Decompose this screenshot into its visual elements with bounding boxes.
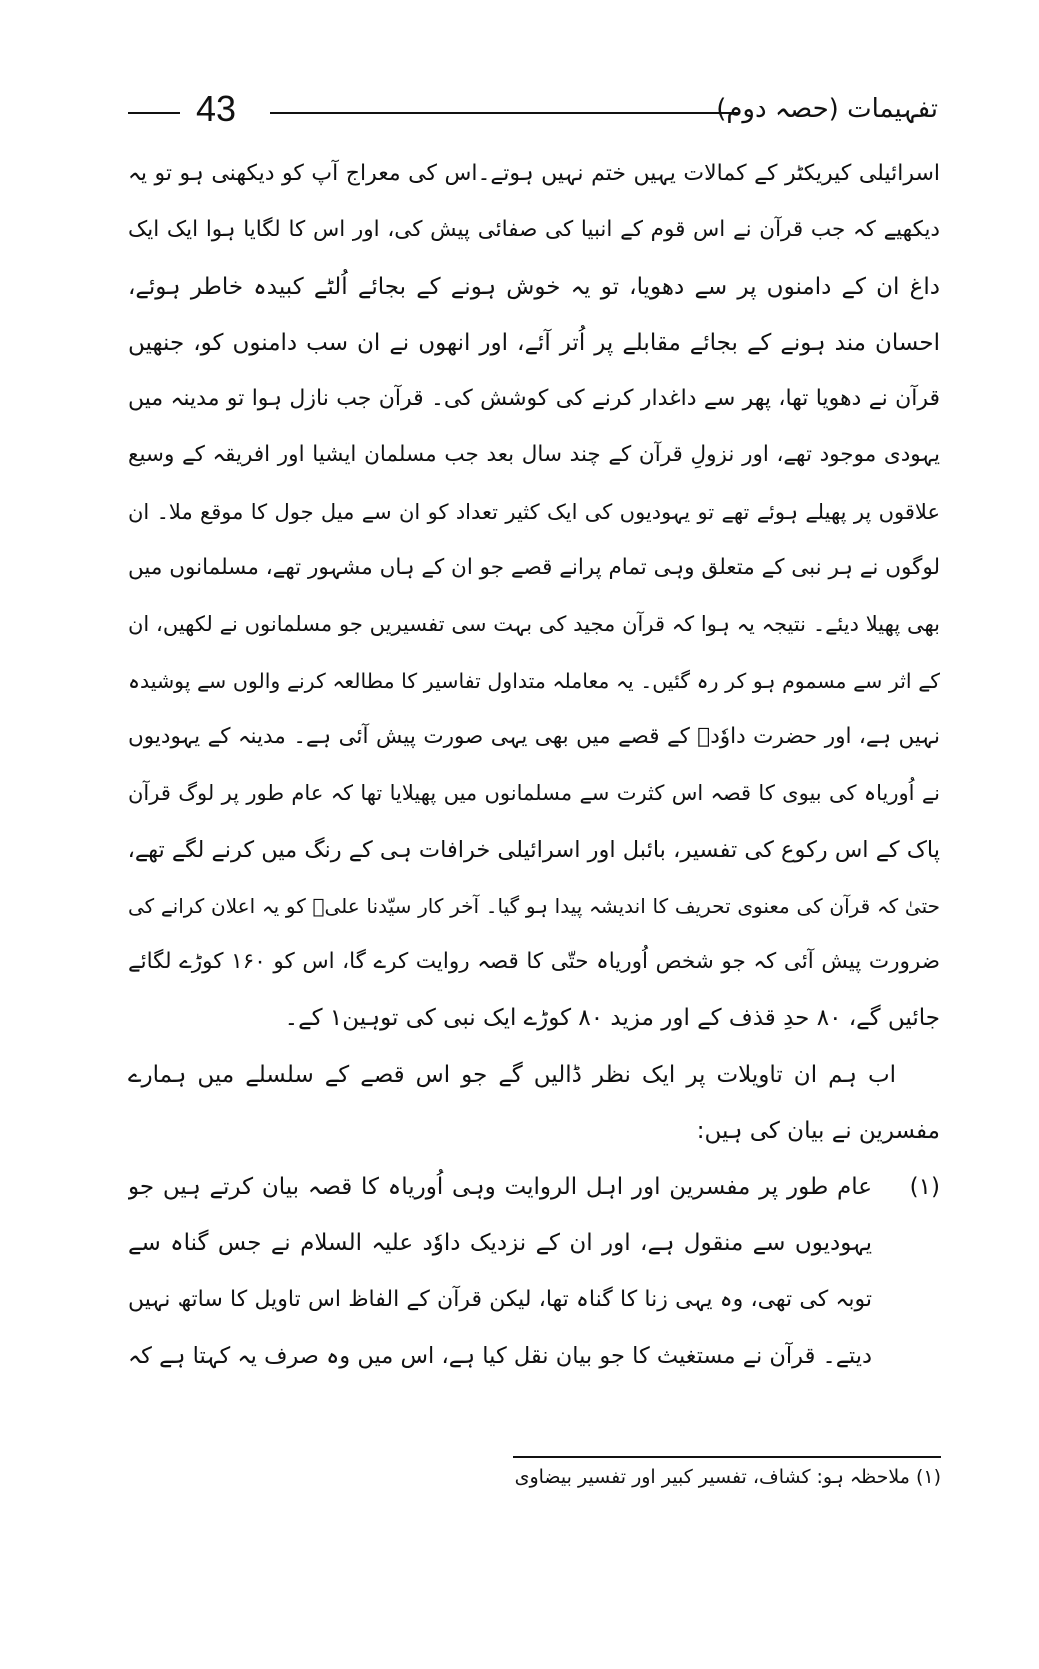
text-line: نہیں ہے، اور حضرت داوٗدؑ کے قصے میں بھی یہی صورت پیش آئی ہے۔ مدینہ کے یہودیوں [128,723,940,749]
text-line: اسرائیلی کیریکٹر کے کمالات یہیں ختم نہیں ہوتے۔اس کی معراج آپ کو دیکھنی ہو تو یہ [128,161,940,186]
book-title: تفہیمات (حصہ دوم) [716,94,938,124]
text-line: داغ ان کے دامنوں پر سے دھویا، تو یہ خوش ہونے کے بجائے اُلٹے کبیدہ خاطر ہوئے، [128,273,940,300]
footnote: (۱) ملاحظہ ہو: کشاف، تفسیر کبیر اور تفسیر بیضاوی [514,1466,941,1488]
item-text [128,1159,872,1384]
text-line: احسان مند ہونے کے بجائے مقابلے پر اُتر آئے، اور انھوں نے ان سب دامنوں کو، جنھیں [128,329,940,356]
text-line: بھی پھیلا دیئے۔ نتیجہ یہ ہوا کہ قرآن مجید کی بہت سی تفسیریں جو مسلمانوں نے لکھیں، ان [128,612,940,637]
text-line: لوگوں نے ہر نبی کے متعلق وہی تمام پرانے قصے جو ان کے ہاں مشہور تھے، مسلمانوں میں [128,555,940,581]
paragraph-1 [128,146,940,1047]
header-rule-middle [270,112,738,114]
text-line: جائیں گے، ۸۰ حدِ قذف کے اور مزید ۸۰ کوڑے ایک نبی کی توہین۱ کے۔ [284,1005,940,1032]
text-line: توبہ کی تھی، وہ یہی زنا کا گناہ تھا، لیکن قرآن کے الفاظ اس تاویل کا ساتھ نہیں [128,1286,872,1312]
text-line: نے اُوریاہ کی بیوی کا قصہ اس کثرت سے مسلمانوں میں پھیلایا تھا کہ عام طور پر لوگ قرآن [128,781,940,806]
text-line: مفسرین نے بیان کی ہیں: [696,1118,940,1145]
text-line: قرآن نے دھویا تھا، پھر سے داغدار کرنے کی کوشش کی۔ قرآن جب نازل ہوا تو مدینہ میں [128,386,940,412]
text-line: ضرورت پیش آئی کہ جو شخص اُوریاہ حتّی کا قصہ روایت کرے گا، اس کو ۱۶۰ کوڑے لگائے [128,949,940,975]
text-line: اب ہم ان تاویلات پر ایک نظر ڈالیں گے جو اس قصے کے سلسلے میں ہمارے [128,1061,896,1088]
paragraph-2 [128,1047,940,1160]
text-line: عام طور پر مفسرین اور اہل الروایت وہی اُوریاہ کا قصہ بیان کرتے ہیں جو [128,1174,872,1200]
text-line: حتیٰ کہ قرآن کی معنوی تحریف کا اندیشہ پیدا ہو گیا۔ آخر کار سیّدنا علیؓ کو یہ اعلان کرانے کی [128,893,940,918]
page-number: 43 [196,88,237,129]
text-line: کے اثر سے مسموم ہو کر رہ گئیں۔ یہ معاملہ متداول تفاسیر کا مطالعہ کرنے والوں سے پوشیدہ [128,668,940,693]
running-header [128,88,938,138]
text-line: دیتے۔ قرآن نے مستغیث کا جو بیان نقل کیا ہے، اس میں وہ صرف یہ کہتا ہے کہ [128,1342,872,1369]
main-text [128,146,940,1159]
text-line: یہودی موجود تھے، اور نزولِ قرآن کے چند سال بعد جب مسلمان ایشیا اور افریقہ کے وسیع [128,442,940,468]
text-line: پاک کے اس رکوع کی تفسیر، بائبل اور اسرائیلی خرافات ہی کے رنگ میں کرنے لگے تھے، [128,836,940,863]
header-rule-left [128,112,180,114]
item-number: (۱) [909,1174,940,1200]
text-line: یہودیوں سے منقول ہے، اور ان کے نزدیک داوٗد علیہ السلام نے جس گناہ سے [128,1230,872,1257]
text-line: دیکھیے کہ جب قرآن نے اس قوم کے انبیا کی صفائی پیش کی، اور اس کا لگایا ہوا ایک ایک [128,217,940,243]
text-line: علاقوں پر پھیلے ہوئے تھے تو یہودیوں کی ایک کثیر تعداد کو ان سے میل جول کا موقع ملا۔ ان [128,499,940,524]
footnote-rule [513,1456,941,1458]
numbered-item-1 [128,1159,940,1384]
